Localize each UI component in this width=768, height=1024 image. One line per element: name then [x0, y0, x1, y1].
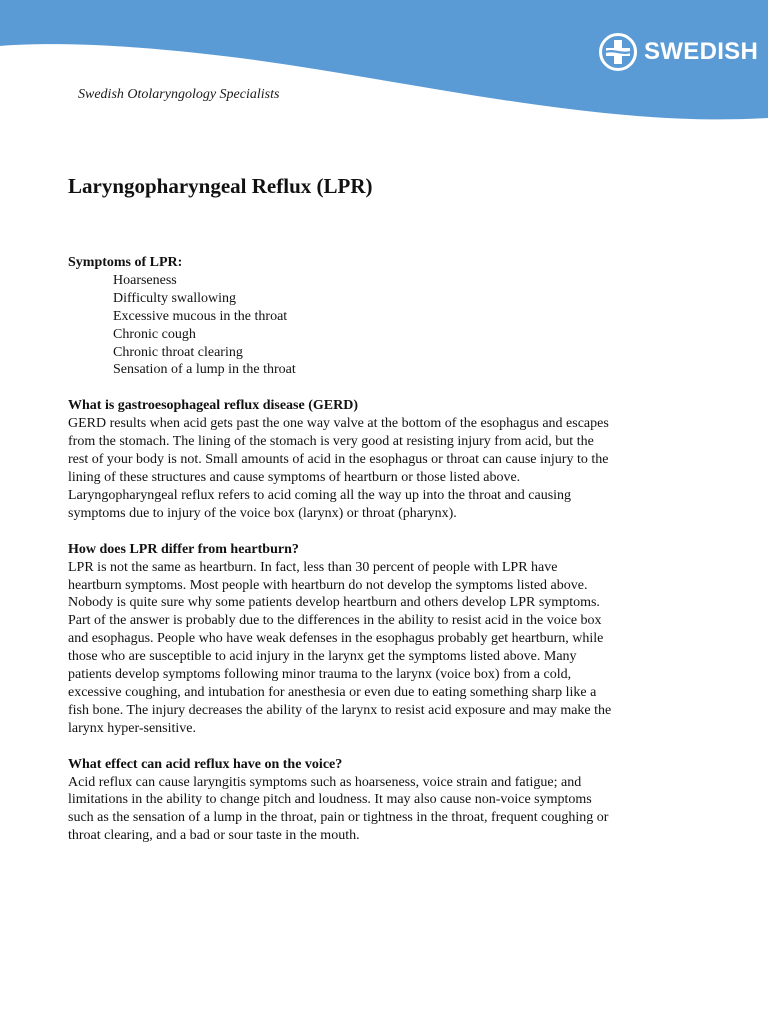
- paragraph-line: excessive coughing, and intubation for anesthesia or even due to eating something sharp like a: [68, 684, 597, 700]
- symptom-item: Sensation of a lump in the throat: [113, 362, 296, 378]
- paragraph-line: LPR is not the same as heartburn. In fact, less than 30 percent of people with LPR have: [68, 559, 558, 575]
- paragraph-line: heartburn symptoms. Most people with heartburn do not develop the symptoms listed above.: [68, 577, 588, 593]
- paragraph-line: Part of the answer is probably due to the differences in the ability to resist acid in the voice box: [68, 613, 602, 629]
- paragraph-line: symptoms due to injury of the voice box (larynx) or throat (pharynx).: [68, 505, 457, 521]
- gerd-section: [68, 397, 668, 522]
- paragraph-line: limitations in the ability to change pitch and loudness. It may also cause non-voice symptoms: [68, 792, 592, 808]
- gerd-heading: What is gastroesophageal reflux disease (GERD): [68, 398, 358, 414]
- paragraph-line: rest of your body is not. Small amounts of acid in the esophagus or throat can cause injury to the: [68, 452, 609, 468]
- symptom-item: Chronic throat clearing: [113, 344, 243, 360]
- gerd-paragraph: [68, 415, 668, 522]
- paragraph-line: those who are susceptible to acid injury in the larynx get the symptoms listed above. Many: [68, 649, 577, 665]
- paragraph-line: such as the sensation of a lump in the throat, pain or tightness in the throat, frequent coughing or: [68, 810, 609, 826]
- paragraph-line: Acid reflux can cause laryngitis symptoms such as hoarseness, voice strain and fatigue; and: [68, 774, 582, 790]
- paragraph-line: and esophagus. People who have weak defenses in the esophagus probably get heartburn, while: [68, 631, 604, 647]
- symptom-item: Hoarseness: [113, 272, 177, 288]
- paragraph-line: Laryngopharyngeal reflux refers to acid coming all the way up into the throat and causing: [68, 487, 572, 503]
- paragraph-line: GERD results when acid gets past the one way valve at the bottom of the esophagus and escapes: [68, 416, 609, 432]
- symptom-item: Chronic cough: [113, 326, 196, 342]
- paragraph-line: patients develop symptoms following minor trauma to the larynx (voice box) from a cold,: [68, 667, 572, 683]
- symptoms-section: [68, 254, 668, 379]
- paragraph-line: fish bone. The injury decreases the ability of the larynx to resist acid exposure and may make the: [68, 702, 612, 718]
- symptom-list: [68, 272, 668, 379]
- lpr-vs-heartburn-paragraph: [68, 559, 668, 738]
- voice-effect-heading: What effect can acid reflux have on the voice?: [68, 756, 343, 772]
- department-name: Swedish Otolaryngology Specialists: [78, 87, 280, 102]
- document-title: Laryngopharyngeal Reflux (LPR): [68, 174, 373, 198]
- paragraph-line: larynx hyper-sensitive.: [68, 720, 197, 736]
- symptom-item: Difficulty swallowing: [113, 290, 237, 306]
- lpr-vs-heartburn-section: [68, 541, 668, 738]
- voice-effect-section: [68, 756, 668, 846]
- paragraph-line: from the stomach. The lining of the stomach is very good at resisting injury from acid, but the: [68, 434, 594, 450]
- brand-name: SWEDISH: [644, 38, 759, 65]
- paragraph-line: throat clearing, and a bad or sour taste in the mouth.: [68, 828, 360, 844]
- symptoms-heading: Symptoms of LPR:: [68, 255, 183, 270]
- paragraph-line: Nobody is quite sure why some patients develop heartburn and others develop LPR symptoms.: [68, 595, 600, 611]
- lpr-vs-heartburn-heading: How does LPR differ from heartburn?: [68, 541, 299, 557]
- paragraph-line: lining of these structures and cause symptoms of heartburn or those listed above.: [68, 469, 521, 485]
- swedish-logo: [598, 30, 758, 74]
- document-body: [68, 254, 668, 845]
- voice-effect-paragraph: [68, 774, 668, 846]
- symptom-item: Excessive mucous in the throat: [113, 308, 288, 324]
- swedish-cross-logo-icon: [598, 32, 638, 72]
